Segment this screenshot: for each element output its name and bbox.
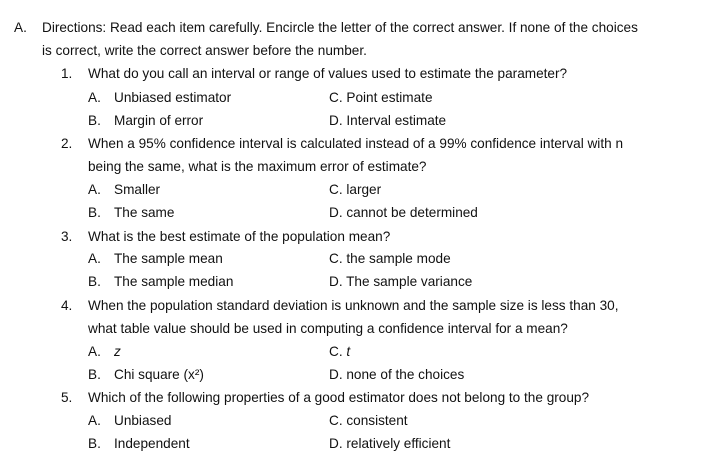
choice-text: Point estimate bbox=[346, 90, 433, 105]
choice-label: B. bbox=[88, 113, 101, 128]
question-3-choice-b[interactable] bbox=[88, 273, 233, 291]
question-1-choice-b[interactable] bbox=[88, 112, 203, 130]
question-3-choice-a[interactable] bbox=[88, 250, 223, 268]
choice-label: D. bbox=[329, 436, 343, 451]
choice-label: A. bbox=[88, 344, 101, 359]
choice-label: B. bbox=[88, 274, 101, 289]
choice-text: t bbox=[346, 344, 351, 359]
choice-text: Unbiased estimator bbox=[114, 90, 232, 105]
question-2-number: 2. bbox=[61, 136, 73, 151]
choice-text: The sample median bbox=[114, 274, 234, 289]
choice-label: B. bbox=[88, 436, 101, 451]
choice-label: C. bbox=[329, 413, 343, 428]
choice-text: relatively efficient bbox=[346, 436, 451, 451]
choice-text: The same bbox=[114, 205, 175, 220]
choice-label: A. bbox=[88, 413, 101, 428]
choice-text: The sample variance bbox=[346, 274, 473, 289]
choice-label: C. bbox=[329, 344, 343, 359]
choice-text: none of the choices bbox=[346, 367, 465, 382]
choice-text: Margin of error bbox=[114, 113, 204, 128]
question-1-choice-d[interactable] bbox=[329, 112, 446, 130]
choice-label: C. bbox=[329, 251, 343, 266]
question-4-choice-b[interactable] bbox=[88, 366, 204, 384]
choice-text: larger bbox=[346, 182, 382, 197]
question-5-number: 5. bbox=[61, 390, 73, 405]
question-5-choice-b[interactable] bbox=[88, 435, 190, 453]
question-2-choice-c[interactable] bbox=[329, 181, 381, 199]
choice-text: Chi square (x²) bbox=[114, 367, 204, 382]
choice-label: C. bbox=[329, 90, 343, 105]
question-1-number: 1. bbox=[61, 66, 73, 81]
choice-text: Smaller bbox=[114, 182, 161, 197]
choice-label: D. bbox=[329, 367, 343, 382]
choice-label: C. bbox=[329, 182, 343, 197]
question-3-choice-c[interactable] bbox=[329, 250, 451, 268]
choice-text: The sample mean bbox=[114, 251, 223, 266]
directions-line-2: is correct, write the correct answer before the number. bbox=[42, 43, 367, 58]
question-1-choice-a[interactable] bbox=[88, 89, 231, 107]
choice-text: Interval estimate bbox=[346, 113, 447, 128]
choice-text: Unbiased bbox=[114, 413, 172, 428]
choice-label: D. bbox=[329, 113, 343, 128]
directions-line-1: Directions: Read each item carefully. Encircle the letter of the correct answer. If none of the choices bbox=[42, 20, 638, 35]
choice-label: B. bbox=[88, 205, 101, 220]
question-4-text-line-2: what table value should be used in computing a confidence interval for a mean? bbox=[88, 321, 568, 336]
question-1-choice-c[interactable] bbox=[329, 89, 433, 107]
question-5-choice-a[interactable] bbox=[88, 412, 171, 430]
question-3-number: 3. bbox=[61, 229, 73, 244]
question-4-number: 4. bbox=[61, 298, 73, 313]
choice-text: cannot be determined bbox=[346, 205, 478, 220]
question-3-choice-d[interactable] bbox=[329, 273, 472, 291]
section-letter: A. bbox=[14, 20, 27, 35]
question-2-choice-d[interactable] bbox=[329, 204, 478, 222]
question-2-text-line-1: When a 95% confidence interval is calculated instead of a 99% confidence interval with n bbox=[88, 136, 624, 151]
choice-text: z bbox=[114, 344, 121, 359]
question-4-choice-a[interactable] bbox=[88, 343, 121, 361]
question-4-choice-d[interactable] bbox=[329, 366, 464, 384]
choice-label: A. bbox=[88, 251, 101, 266]
choice-label: D. bbox=[329, 274, 343, 289]
question-5-choice-d[interactable] bbox=[329, 435, 450, 453]
choice-text: consistent bbox=[346, 413, 408, 428]
choice-label: B. bbox=[88, 367, 101, 382]
choice-label: A. bbox=[88, 90, 101, 105]
choice-text: Independent bbox=[114, 436, 190, 451]
question-3-text: What is the best estimate of the population mean? bbox=[88, 229, 391, 244]
choice-label: A. bbox=[88, 182, 101, 197]
question-5-text: Which of the following properties of a good estimator does not belong to the group? bbox=[88, 390, 590, 405]
question-2-choice-a[interactable] bbox=[88, 181, 160, 199]
choice-text: the sample mode bbox=[346, 251, 451, 266]
question-2-choice-b[interactable] bbox=[88, 204, 174, 222]
question-1-text: What do you call an interval or range of values used to estimate the parameter? bbox=[88, 66, 568, 81]
question-2-text-line-2: being the same, what is the maximum error of estimate? bbox=[88, 159, 427, 174]
choice-label: D. bbox=[329, 205, 343, 220]
question-4-choice-c[interactable] bbox=[329, 343, 350, 361]
question-4-text-line-1: When the population standard deviation is unknown and the sample size is less than 30, bbox=[88, 298, 619, 313]
question-5-choice-c[interactable] bbox=[329, 412, 408, 430]
